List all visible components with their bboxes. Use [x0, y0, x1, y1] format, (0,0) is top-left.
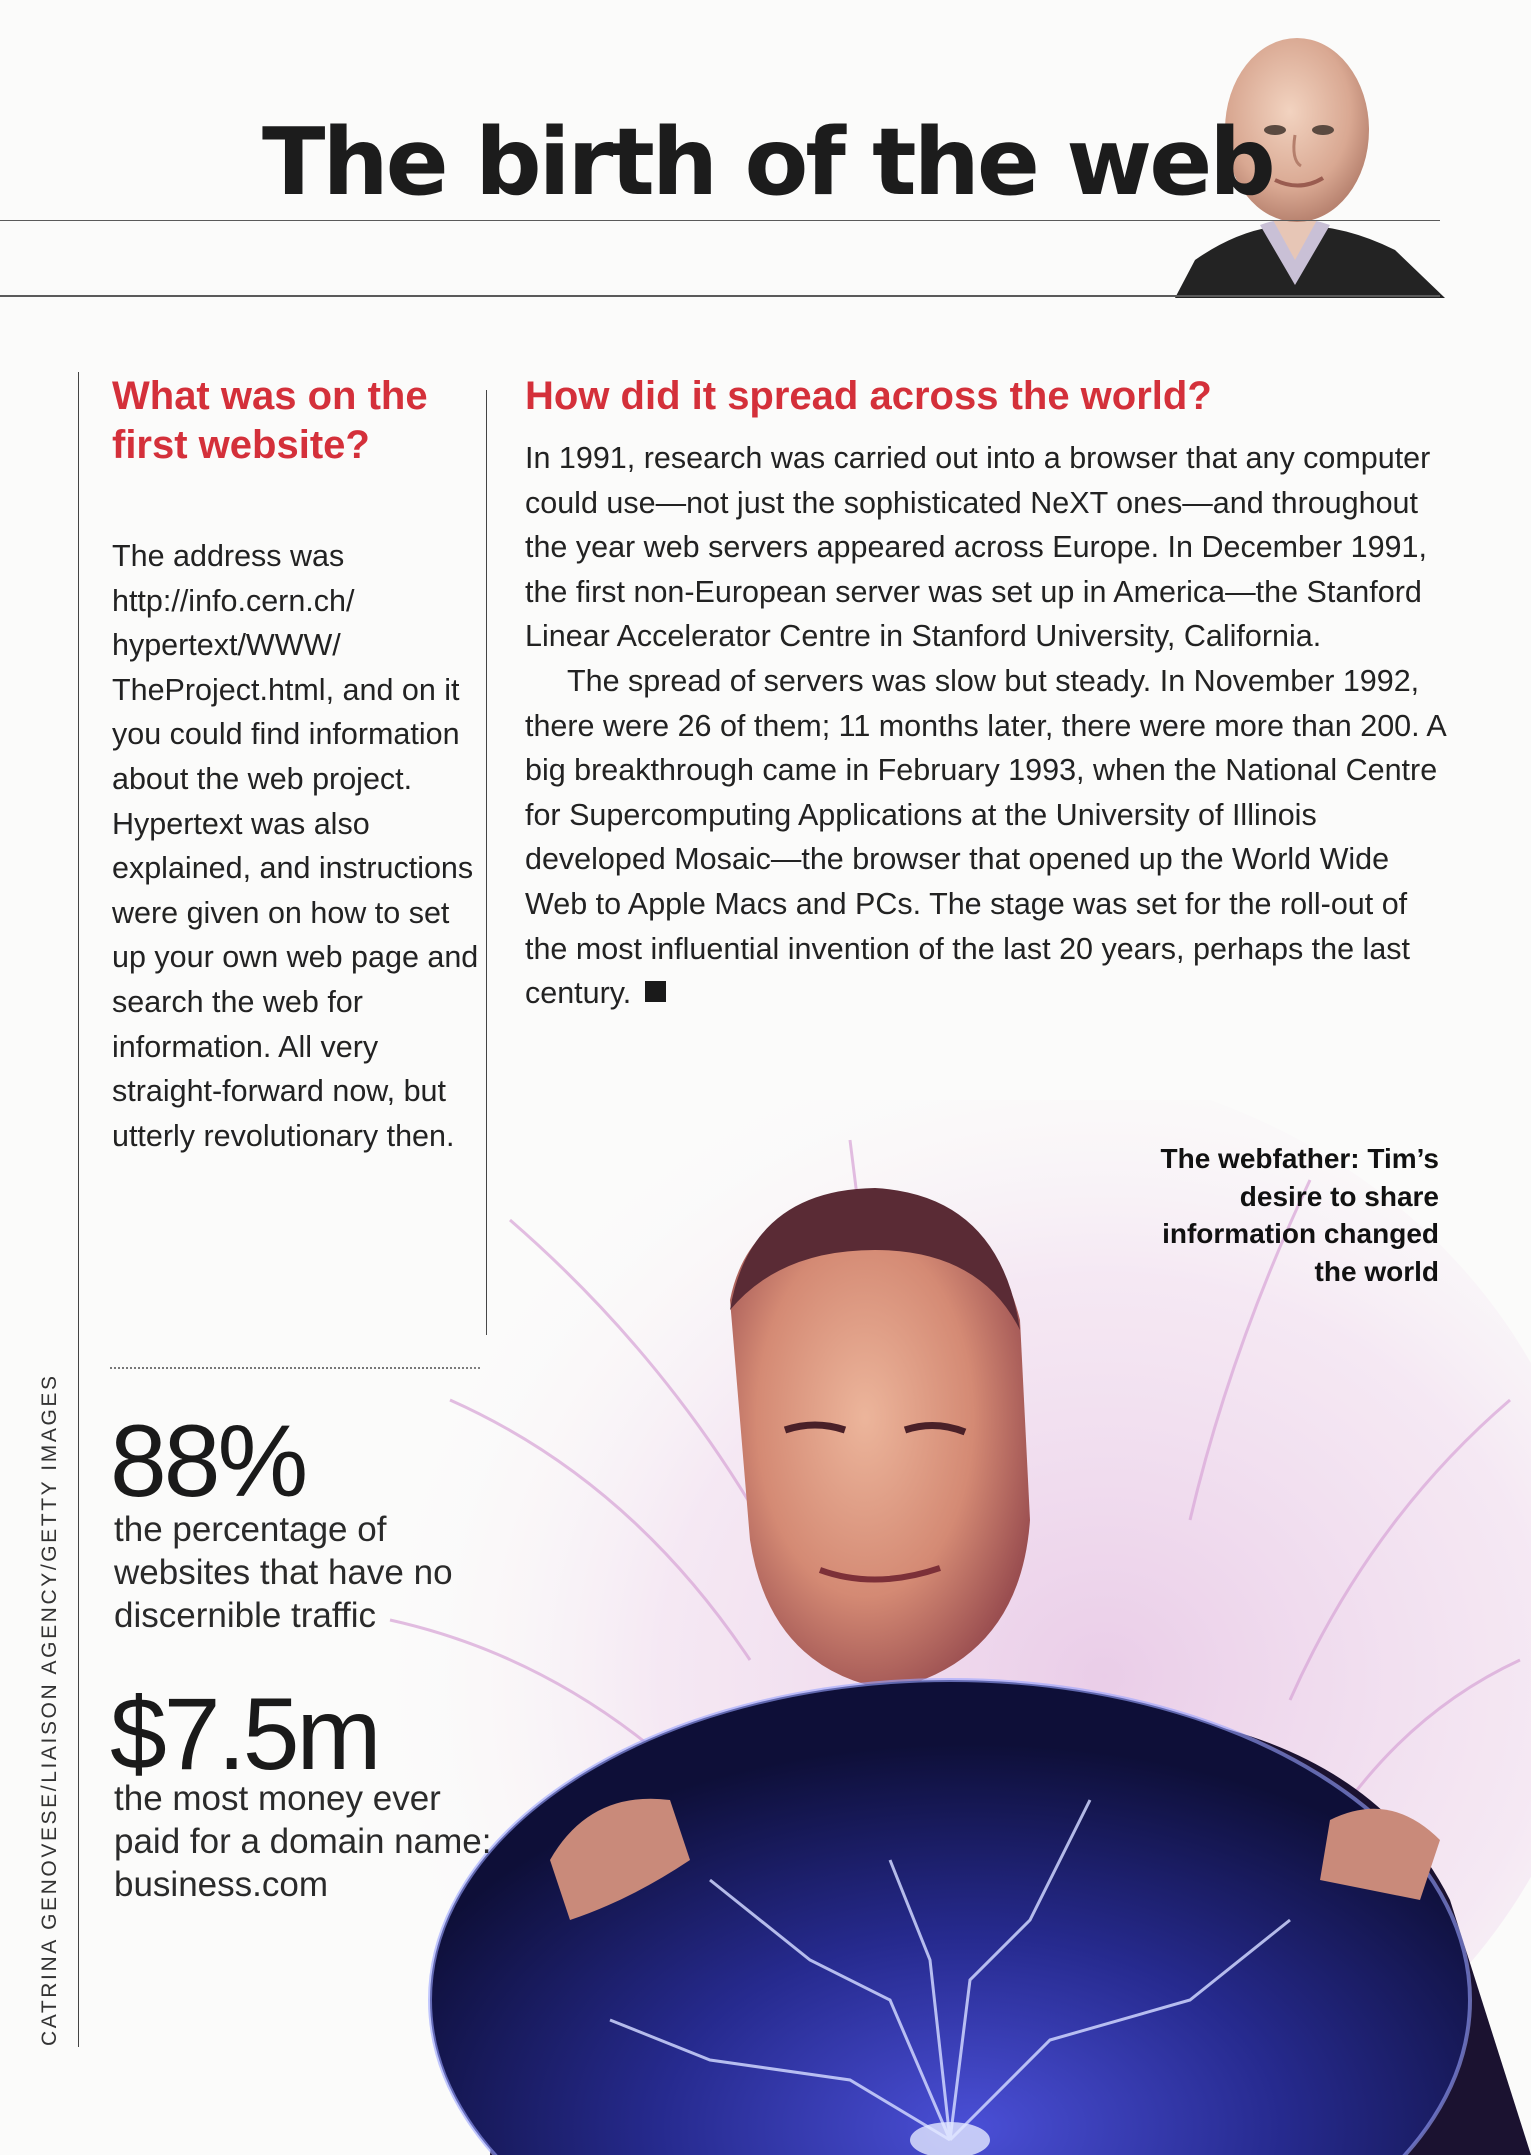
left-body-text: The address was http://info.cern.ch/ hypertext/WWW/ TheProject.html, and on it you could find information about the web project. Hypertext was also explained, and instructions were given on how to set up your own web page and search the web for information. All very straight-forward now, but utterly revolutionary then. — [112, 539, 479, 1153]
right-paragraph-2-wrap — [525, 659, 1450, 1016]
stat-figure-1: 88% — [110, 1404, 306, 1518]
photo-credit: CATRINA GENOVESE/LIAISON AGENCY/GETTY IMAGES — [38, 1373, 61, 2046]
photo-caption: The webfather: Tim’s desire to share information changed the world — [1160, 1143, 1439, 1287]
stat-figure-2: $7.5m — [110, 1677, 379, 1791]
right-paragraph-2: The spread of servers was slow but steady. In November 1992, there were 26 of them; 11 months later, there were more than 200. A big breakthrough came in February 1993, when the National Centre for Supercomputing Applications at the University of Illinois developed Mosaic—the browser that opened up the World Wide Web to Apple Macs and PCs. The stage was set for the roll-out of the most influential invention of the last 20 years, perhaps the last century. — [525, 663, 1446, 1011]
right-heading: How did it spread across the world? — [525, 374, 1212, 418]
left-heading: What was on the first website? — [112, 374, 428, 467]
stat-description-1: the percentage of websites that have no discernible traffic — [114, 1510, 453, 1635]
right-paragraph-1: In 1991, research was carried out into a browser that any computer could use—not just the sophisticated NeXT ones—and throughout the year web servers appeared across Europe. In December 1991, the first non-European server was set up in America—the Stanford Linear Accelerator Centre in Stanford University, California. — [525, 441, 1431, 654]
stat-description-2: the most money ever paid for a domain name: business.com — [114, 1779, 492, 1904]
end-mark-icon — [645, 981, 666, 1002]
header-rule-top — [0, 220, 1440, 221]
right-body-text — [525, 436, 1450, 1016]
credit-divider — [78, 372, 79, 2047]
header-rule-bottom — [0, 295, 1440, 297]
page-title: The birth of the web — [262, 108, 1273, 216]
